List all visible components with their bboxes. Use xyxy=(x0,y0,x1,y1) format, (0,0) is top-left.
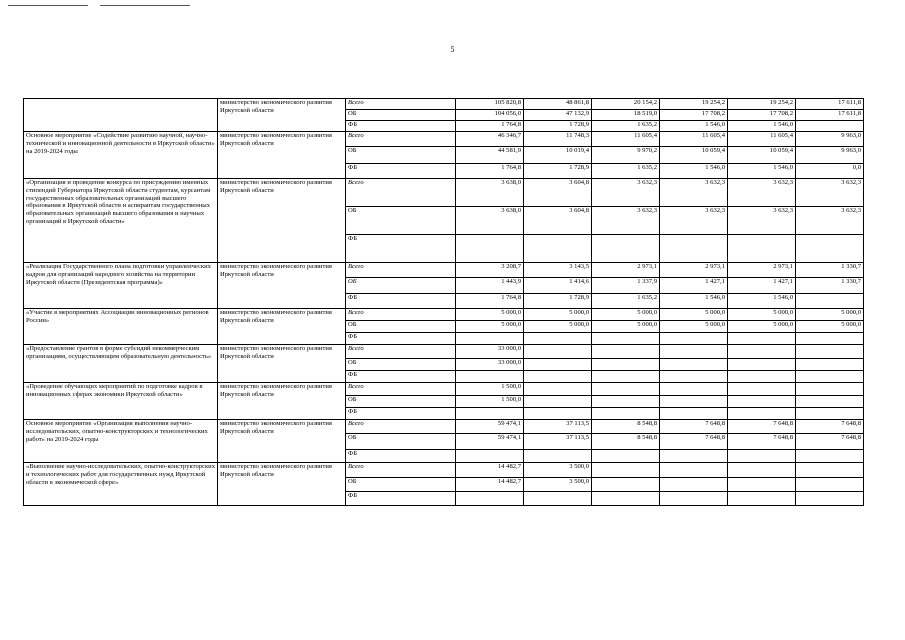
amount-cell: 3 632,3 xyxy=(592,179,660,207)
table-row xyxy=(24,309,864,321)
amount-cell: 105 820,8 xyxy=(456,99,524,110)
amount-cell xyxy=(728,492,796,506)
amount-cell xyxy=(660,383,728,396)
amount-cell xyxy=(524,333,592,345)
amount-cell xyxy=(660,235,728,263)
amount-cell: 17 708,2 xyxy=(728,110,796,121)
budget-table xyxy=(23,98,864,506)
funding-source: Всего xyxy=(346,179,456,207)
amount-cell xyxy=(524,359,592,371)
amount-cell: 5 000,0 xyxy=(524,309,592,321)
amount-cell xyxy=(456,492,524,506)
amount-cell xyxy=(660,408,728,420)
funding-source: ОБ xyxy=(346,434,456,450)
measure-name: Основное мероприятие «Содействие развитию научной, научно-технической и инновационной деятельности в Иркутской области» на 2019-2024 годы xyxy=(24,132,218,179)
amount-cell xyxy=(524,371,592,383)
funding-source: ОБ xyxy=(346,359,456,371)
table-row xyxy=(24,383,864,396)
amount-cell xyxy=(796,333,864,345)
measure-name: Основное мероприятие «Организация выполнения научно-исследовательских, опытно-конструкторских и технологических работ» на 2019-2024 годы xyxy=(24,420,218,463)
page-number: 5 xyxy=(450,45,455,54)
measure-name: «Предоставление грантов в форме субсидий некоммерческим организациям, осуществляющим образовательную деятельность» xyxy=(24,345,218,383)
funding-source: Всего xyxy=(346,99,456,110)
amount-cell xyxy=(796,235,864,263)
funding-source: ОБ xyxy=(346,110,456,121)
executor: министерство экономического развития Иркутской области xyxy=(218,383,346,420)
amount-cell: 7 648,8 xyxy=(660,434,728,450)
amount-cell: 37 113,5 xyxy=(524,420,592,434)
amount-cell xyxy=(728,333,796,345)
amount-cell xyxy=(728,396,796,408)
amount-cell: 11 605,4 xyxy=(592,132,660,147)
amount-cell: 33 000,0 xyxy=(456,359,524,371)
amount-cell xyxy=(592,371,660,383)
table-row xyxy=(24,345,864,359)
amount-cell xyxy=(456,333,524,345)
amount-cell xyxy=(456,408,524,420)
amount-cell: 5 000,0 xyxy=(456,321,524,333)
amount-cell xyxy=(796,478,864,492)
amount-cell: 5 000,0 xyxy=(660,321,728,333)
amount-cell xyxy=(592,408,660,420)
amount-cell xyxy=(660,492,728,506)
amount-cell xyxy=(796,463,864,478)
amount-cell: 19 254,2 xyxy=(660,99,728,110)
amount-cell: 18 519,0 xyxy=(592,110,660,121)
amount-cell xyxy=(796,121,864,132)
amount-cell: 3 208,7 xyxy=(456,263,524,278)
amount-cell: 3 632,3 xyxy=(728,207,796,235)
amount-cell: 47 132,9 xyxy=(524,110,592,121)
funding-source: ОБ xyxy=(346,321,456,333)
amount-cell xyxy=(796,371,864,383)
amount-cell xyxy=(524,383,592,396)
amount-cell: 10 019,4 xyxy=(524,147,592,164)
amount-cell xyxy=(796,396,864,408)
amount-cell: 11 748,3 xyxy=(524,132,592,147)
amount-cell: 5 000,0 xyxy=(456,309,524,321)
amount-cell: 1 635,2 xyxy=(592,121,660,132)
amount-cell: 5 000,0 xyxy=(592,309,660,321)
funding-source: ФБ xyxy=(346,492,456,506)
funding-source: ОБ xyxy=(346,147,456,164)
amount-cell xyxy=(660,333,728,345)
table-row xyxy=(24,463,864,478)
amount-cell: 14 482,7 xyxy=(456,463,524,478)
amount-cell: 19 254,2 xyxy=(728,99,796,110)
executor: министерство экономического развития Иркутской области xyxy=(218,420,346,463)
amount-cell xyxy=(592,478,660,492)
amount-cell: 3 632,3 xyxy=(660,179,728,207)
funding-source: ФБ xyxy=(346,333,456,345)
amount-cell: 59 474,1 xyxy=(456,434,524,450)
amount-cell: 1 546,0 xyxy=(728,294,796,309)
measure-name: «Реализация Государственного плана подготовки управленческих кадров для организаций народного хозяйства на территории Иркутской области (Президентская программа)» xyxy=(24,263,218,309)
amount-cell: 7 648,8 xyxy=(728,434,796,450)
amount-cell xyxy=(728,408,796,420)
funding-source: ФБ xyxy=(346,121,456,132)
amount-cell: 1 635,2 xyxy=(592,164,660,179)
table-row xyxy=(24,99,864,110)
funding-source: ФБ xyxy=(346,371,456,383)
amount-cell: 3 632,3 xyxy=(592,207,660,235)
amount-cell: 17 611,8 xyxy=(796,99,864,110)
amount-cell: 14 482,7 xyxy=(456,478,524,492)
amount-cell xyxy=(592,396,660,408)
amount-cell xyxy=(592,463,660,478)
table-row xyxy=(24,420,864,434)
amount-cell: 3 143,5 xyxy=(524,263,592,278)
measure-name: «Участие в мероприятиях Ассоциации инновационных регионов России» xyxy=(24,309,218,345)
executor: министерство экономического развития Иркутской области xyxy=(218,309,346,345)
executor: министерство экономического развития Иркутской области xyxy=(218,263,346,309)
amount-cell: 2 973,1 xyxy=(728,263,796,278)
table-row xyxy=(24,132,864,147)
amount-cell: 1 546,0 xyxy=(728,164,796,179)
amount-cell xyxy=(796,345,864,359)
amount-cell xyxy=(660,463,728,478)
amount-cell: 5 000,0 xyxy=(796,309,864,321)
funding-source: ФБ xyxy=(346,294,456,309)
amount-cell: 1 728,9 xyxy=(524,294,592,309)
amount-cell xyxy=(728,371,796,383)
amount-cell xyxy=(796,450,864,463)
amount-cell: 7 648,8 xyxy=(796,434,864,450)
amount-cell: 2 973,1 xyxy=(592,263,660,278)
table-row xyxy=(24,263,864,278)
amount-cell: 1 443,9 xyxy=(456,278,524,294)
executor: министерство экономического развития Иркутской области xyxy=(218,179,346,263)
amount-cell xyxy=(728,235,796,263)
amount-cell xyxy=(592,450,660,463)
amount-cell xyxy=(524,408,592,420)
amount-cell: 5 000,0 xyxy=(728,321,796,333)
measure-name xyxy=(24,99,218,132)
amount-cell: 10 059,4 xyxy=(660,147,728,164)
amount-cell: 9 963,0 xyxy=(796,132,864,147)
funding-source: ФБ xyxy=(346,408,456,420)
amount-cell: 5 000,0 xyxy=(728,309,796,321)
amount-cell xyxy=(660,396,728,408)
funding-source: ФБ xyxy=(346,450,456,463)
executor: министерство экономического развития Иркутской области xyxy=(218,132,346,179)
amount-cell: 5 000,0 xyxy=(592,321,660,333)
funding-source: Всего xyxy=(346,383,456,396)
amount-cell xyxy=(592,383,660,396)
amount-cell: 3 604,8 xyxy=(524,179,592,207)
executor: министерство экономического развития Иркутской области xyxy=(218,99,346,132)
amount-cell: 44 581,9 xyxy=(456,147,524,164)
amount-cell xyxy=(524,396,592,408)
amount-cell: 37 113,5 xyxy=(524,434,592,450)
amount-cell xyxy=(456,371,524,383)
measure-name: «Организация и проведение конкурса по присуждению именных стипендий Губернатора Иркутской области студентам, курсантам государственных образовательных организаций высшего образования в Иркутской области и аспирантам государственных образовательных организаций высшего образования и научных организаций в Иркутской области» xyxy=(24,179,218,263)
amount-cell: 1 427,1 xyxy=(728,278,796,294)
amount-cell xyxy=(524,235,592,263)
amount-cell: 9 970,2 xyxy=(592,147,660,164)
amount-cell: 1 546,0 xyxy=(660,294,728,309)
amount-cell: 5 000,0 xyxy=(796,321,864,333)
amount-cell: 1 546,0 xyxy=(660,164,728,179)
amount-cell: 9 963,0 xyxy=(796,147,864,164)
amount-cell xyxy=(592,333,660,345)
table-row xyxy=(24,179,864,207)
funding-source: ОБ xyxy=(346,278,456,294)
amount-cell: 33 000,0 xyxy=(456,345,524,359)
amount-cell: 3 632,3 xyxy=(660,207,728,235)
amount-cell xyxy=(660,371,728,383)
measure-name: «Проведение обучающих мероприятий по подготовке кадров в инновационных сферах экономики Иркутской области» xyxy=(24,383,218,420)
funding-source: Всего xyxy=(346,345,456,359)
funding-source: Всего xyxy=(346,263,456,278)
amount-cell: 3 500,0 xyxy=(524,463,592,478)
amount-cell xyxy=(728,383,796,396)
amount-cell xyxy=(660,345,728,359)
funding-source: Всего xyxy=(346,309,456,321)
amount-cell: 8 548,8 xyxy=(592,420,660,434)
amount-cell: 3 632,3 xyxy=(796,179,864,207)
top-rule-left xyxy=(8,5,88,6)
funding-source: Всего xyxy=(346,420,456,434)
amount-cell: 3 604,8 xyxy=(524,207,592,235)
amount-cell xyxy=(660,450,728,463)
amount-cell: 11 605,4 xyxy=(728,132,796,147)
amount-cell: 1 546,0 xyxy=(660,121,728,132)
funding-source: ФБ xyxy=(346,235,456,263)
amount-cell: 1 764,8 xyxy=(456,294,524,309)
funding-source: ОБ xyxy=(346,396,456,408)
amount-cell xyxy=(592,359,660,371)
amount-cell: 1 330,7 xyxy=(796,263,864,278)
amount-cell xyxy=(796,294,864,309)
amount-cell xyxy=(728,478,796,492)
executor: министерство экономического развития Иркутской области xyxy=(218,345,346,383)
funding-source: Всего xyxy=(346,463,456,478)
amount-cell xyxy=(728,359,796,371)
amount-cell xyxy=(592,492,660,506)
amount-cell: 1 500,0 xyxy=(456,396,524,408)
amount-cell: 1 728,9 xyxy=(524,164,592,179)
amount-cell xyxy=(796,492,864,506)
executor: министерство экономического развития Иркутской области xyxy=(218,463,346,506)
amount-cell: 104 056,0 xyxy=(456,110,524,121)
amount-cell: 5 000,0 xyxy=(524,321,592,333)
amount-cell xyxy=(728,463,796,478)
amount-cell: 59 474,1 xyxy=(456,420,524,434)
amount-cell: 7 648,8 xyxy=(796,420,864,434)
top-rule-right xyxy=(100,5,190,6)
amount-cell: 48 861,8 xyxy=(524,99,592,110)
amount-cell xyxy=(796,408,864,420)
amount-cell: 3 632,3 xyxy=(728,179,796,207)
funding-source: ОБ xyxy=(346,207,456,235)
amount-cell: 1 337,9 xyxy=(592,278,660,294)
table-body xyxy=(24,99,864,506)
amount-cell xyxy=(524,450,592,463)
funding-source: Всего xyxy=(346,132,456,147)
amount-cell: 1 728,9 xyxy=(524,121,592,132)
amount-cell: 8 548,8 xyxy=(592,434,660,450)
amount-cell xyxy=(456,235,524,263)
amount-cell: 7 648,8 xyxy=(660,420,728,434)
amount-cell: 1 764,8 xyxy=(456,121,524,132)
amount-cell: 5 000,0 xyxy=(660,309,728,321)
amount-cell xyxy=(728,345,796,359)
amount-cell: 1 764,8 xyxy=(456,164,524,179)
amount-cell xyxy=(592,345,660,359)
amount-cell xyxy=(728,450,796,463)
amount-cell xyxy=(660,359,728,371)
amount-cell: 11 605,4 xyxy=(660,132,728,147)
amount-cell: 17 611,8 xyxy=(796,110,864,121)
amount-cell xyxy=(592,235,660,263)
amount-cell: 3 638,0 xyxy=(456,179,524,207)
amount-cell: 10 059,4 xyxy=(728,147,796,164)
funding-source: ОБ xyxy=(346,478,456,492)
amount-cell: 3 632,3 xyxy=(796,207,864,235)
amount-cell: 1 427,1 xyxy=(660,278,728,294)
amount-cell: 1 330,7 xyxy=(796,278,864,294)
amount-cell: 3 638,0 xyxy=(456,207,524,235)
amount-cell xyxy=(660,478,728,492)
amount-cell: 0,0 xyxy=(796,164,864,179)
measure-name: «Выполнение научно-исследовательских, опытно-конструкторских и технологических работ для государственных нужд Иркутской области в экономической сфере» xyxy=(24,463,218,506)
amount-cell: 7 648,8 xyxy=(728,420,796,434)
amount-cell xyxy=(796,359,864,371)
amount-cell xyxy=(796,383,864,396)
amount-cell: 3 500,0 xyxy=(524,478,592,492)
amount-cell: 1 414,6 xyxy=(524,278,592,294)
funding-source: ФБ xyxy=(346,164,456,179)
amount-cell xyxy=(524,492,592,506)
amount-cell xyxy=(456,450,524,463)
amount-cell: 17 708,2 xyxy=(660,110,728,121)
amount-cell: 1 635,2 xyxy=(592,294,660,309)
amount-cell: 1 546,0 xyxy=(728,121,796,132)
amount-cell: 2 973,1 xyxy=(660,263,728,278)
amount-cell: 1 500,0 xyxy=(456,383,524,396)
amount-cell: 46 346,7 xyxy=(456,132,524,147)
amount-cell xyxy=(524,345,592,359)
amount-cell: 20 154,2 xyxy=(592,99,660,110)
